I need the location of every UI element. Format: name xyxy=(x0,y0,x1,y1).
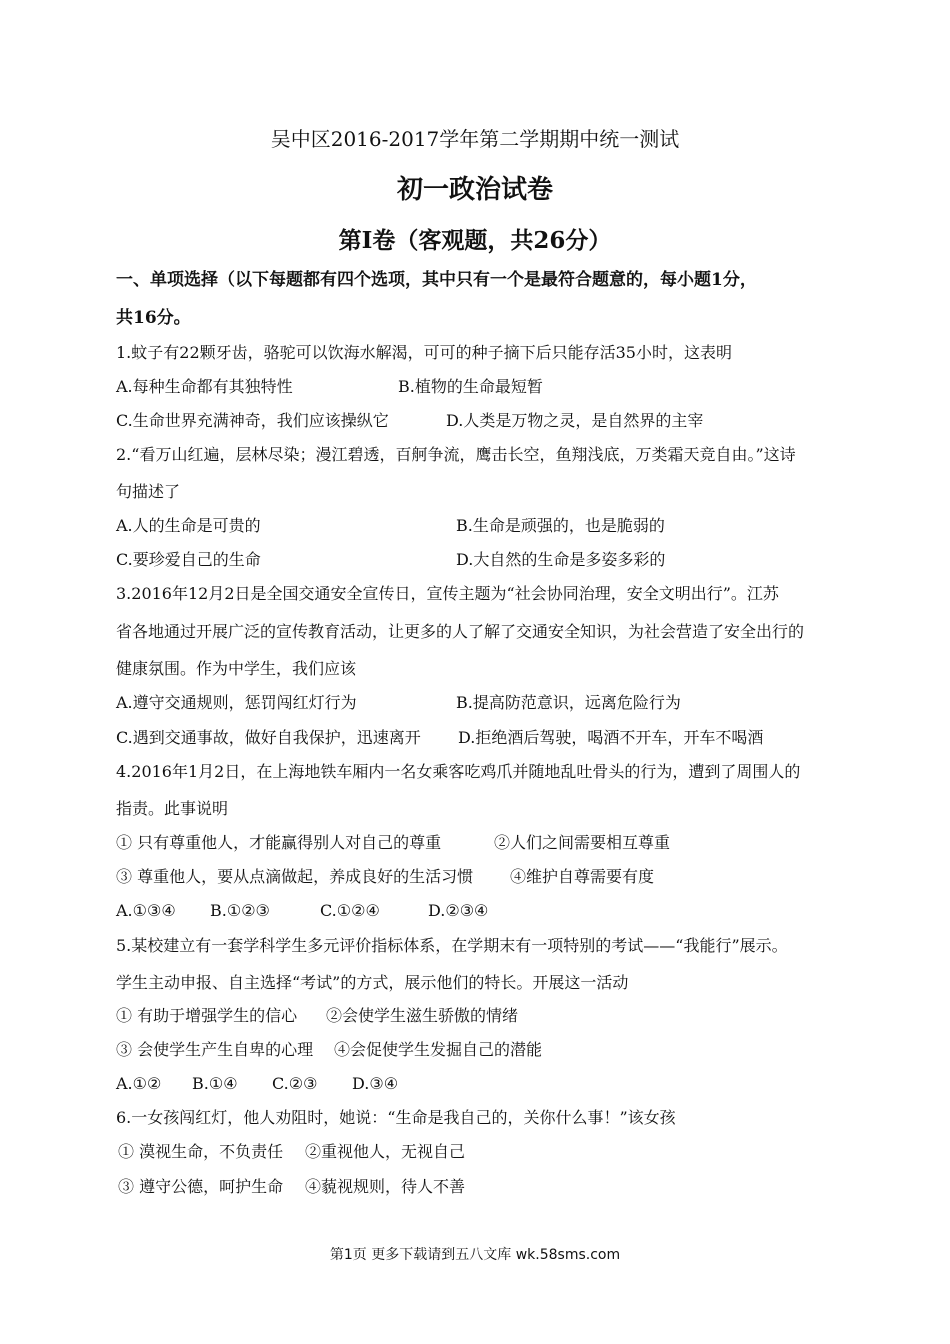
question-4-stem-line1: 4.2016年1月2日，在上海地铁车厢内一名女乘客吃鸡爪并随地乱吐骨头的行为，遭到了周围人的 xyxy=(116,762,801,781)
question-4-option-a: A.①③④ xyxy=(116,901,176,920)
question-5-option-b: B.①④ xyxy=(192,1074,238,1093)
question-2-stem-line2: 句描述了 xyxy=(116,482,181,501)
section-instruction-line1: 一、单项选择（以下每题都有四个选项，其中只有一个是最符合题意的，每小题1分， xyxy=(116,270,757,290)
question-2-option-d: D.大自然的生命是多姿多彩的 xyxy=(456,550,666,569)
question-3-stem-line2: 省各地通过开展广泛的宣传教育活动，让更多的人了解了交通安全知识，为社会营造了安全出行的 xyxy=(116,622,805,641)
question-2-option-b: B.生命是顽强的，也是脆弱的 xyxy=(456,516,665,535)
question-5-option-d: D.③④ xyxy=(352,1074,399,1093)
question-4-item-4: ④维护自尊需要有度 xyxy=(510,867,655,886)
question-5-option-c: C.②③ xyxy=(272,1074,318,1093)
question-5-stem-line1: 5.某校建立有一套学科学生多元评价指标体系，在学期末有一项特别的考试——“我能行”展示。 xyxy=(116,936,788,955)
question-6-stem: 6.一女孩闯红灯，他人劝阻时，她说：“生命是我自己的，关你什么事！”该女孩 xyxy=(116,1108,676,1127)
question-4-option-c: C.①②④ xyxy=(320,901,380,920)
page-footer: 第1页 更多下载请到五八文库 wk.58sms.com xyxy=(329,1247,621,1263)
question-3-option-b: B.提高防范意识，远离危险行为 xyxy=(456,693,681,712)
question-6-item-1: ① 漠视生命，不负责任 xyxy=(118,1142,284,1161)
question-6-item-2: ②重视他人，无视自己 xyxy=(305,1142,466,1161)
question-4-stem-line2: 指责。此事说明 xyxy=(116,799,229,818)
question-4-option-d: D.②③④ xyxy=(428,901,489,920)
question-3-stem-line3: 健康氛围。作为中学生，我们应该 xyxy=(116,659,357,678)
section-instruction-line2: 共16分。 xyxy=(116,308,191,328)
question-5-item-1: ① 有助于增强学生的信心 xyxy=(116,1006,298,1025)
question-5-option-a: A.①② xyxy=(116,1074,162,1093)
question-5-item-3: ③ 会使学生产生自卑的心理 xyxy=(116,1040,314,1059)
part-heading: 第Ⅰ卷（客观题，共26分） xyxy=(338,227,612,254)
question-3-option-d: D.拒绝酒后驾驶，喝酒不开车，开车不喝酒 xyxy=(458,728,764,747)
exam-title: 初一政治试卷 xyxy=(396,175,553,205)
question-2-option-c: C.要珍爱自己的生命 xyxy=(116,550,261,569)
question-3-option-a: A.遵守交通规则，惩罚闯红灯行为 xyxy=(116,693,357,712)
question-2-stem-line1: 2.“看万山红遍，层林尽染；漫江碧透，百舸争流，鹰击长空，鱼翔浅底，万类霜天竞自由。”这诗 xyxy=(116,445,796,464)
question-5-item-2: ②会使学生滋生骄傲的情绪 xyxy=(326,1006,519,1025)
question-6-item-3: ③ 遵守公德，呵护生命 xyxy=(118,1177,284,1196)
question-1-stem: 1.蚊子有22颗牙齿，骆驼可以饮海水解渴，可可的种子摘下后只能存活35小时，这表明 xyxy=(116,343,732,362)
question-1-option-c: C.生命世界充满神奇，我们应该操纵它 xyxy=(116,411,389,430)
question-2-option-a: A.人的生命是可贵的 xyxy=(116,516,261,535)
question-4-item-2: ②人们之间需要相互尊重 xyxy=(494,833,671,852)
question-4-item-3: ③ 尊重他人，要从点滴做起，养成良好的生活习惯 xyxy=(116,867,474,886)
question-1-option-d: D.人类是万物之灵，是自然界的主宰 xyxy=(446,411,704,430)
question-1-option-a: A.每种生命都有其独特性 xyxy=(116,377,293,396)
question-3-option-c: C.遇到交通事故，做好自我保护，迅速离开 xyxy=(116,728,421,747)
school-heading: 吴中区2016-2017学年第二学期期中统一测试 xyxy=(270,127,680,151)
question-5-item-4: ④会促使学生发掘自己的潜能 xyxy=(334,1040,543,1059)
question-5-stem-line2: 学生主动申报、自主选择“考试”的方式，展示他们的特长。开展这一活动 xyxy=(116,973,629,992)
question-3-stem-line1: 3.2016年12月2日是全国交通安全宣传日，宣传主题为“社会协同治理，安全文明出行”。江苏 xyxy=(116,584,779,603)
question-4-option-b: B.①②③ xyxy=(210,901,270,920)
question-6-item-4: ④藐视规则，待人不善 xyxy=(305,1177,466,1196)
question-1-option-b: B.植物的生命最短暂 xyxy=(398,377,543,396)
question-4-item-1: ① 只有尊重他人，才能赢得别人对自己的尊重 xyxy=(116,833,442,852)
